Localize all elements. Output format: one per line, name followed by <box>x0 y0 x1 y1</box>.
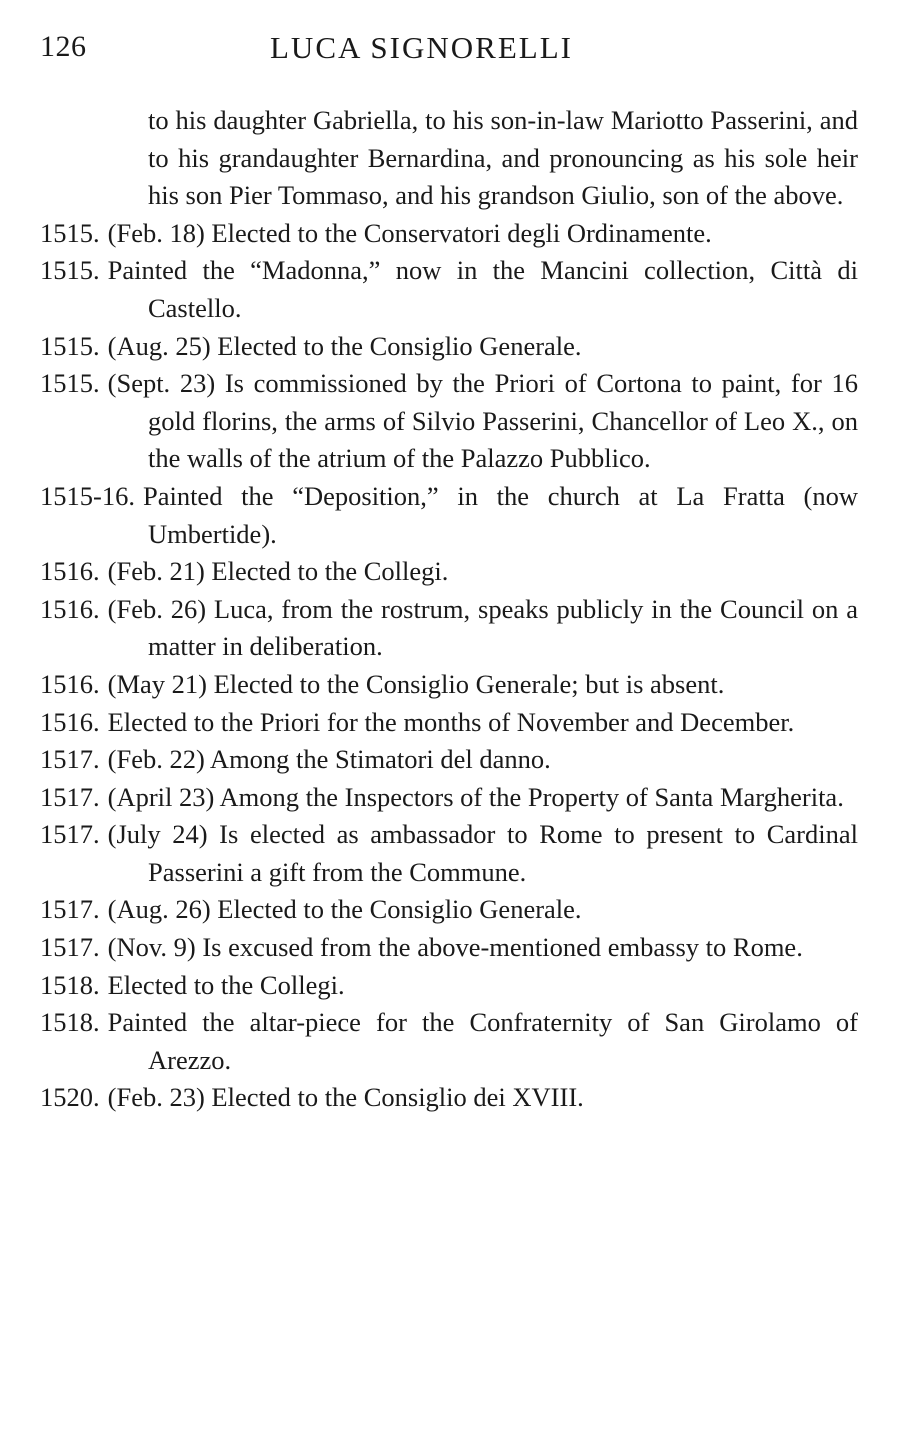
chronology-entry <box>40 666 858 704</box>
entry-text: (Aug. 25) Elected to the Consiglio Generale. <box>107 330 582 361</box>
entry-year: 1518. <box>40 1007 100 1038</box>
page-number: 126 <box>40 30 87 63</box>
entry-text: Painted the altar-piece for the Confraternity of San Girolamo of Arezzo. <box>107 1007 858 1075</box>
entry-year: 1520. <box>40 1082 100 1113</box>
entry-text: (Feb. 18) Elected to the Conservatori degli Ordinamente. <box>107 217 712 248</box>
chronology-entry <box>40 1079 858 1117</box>
running-head <box>40 30 860 74</box>
chronology-entry <box>40 478 858 553</box>
entry-text: Elected to the Priori for the months of November and December. <box>107 706 795 737</box>
entry-year: 1515. <box>40 330 100 361</box>
entry-text: (Feb. 26) Luca, from the rostrum, speaks publicly in the Council on a matter in deliberation. <box>107 593 858 662</box>
entry-text: (April 23) Among the Inspectors of the Property of Santa Margherita. <box>107 781 844 812</box>
chronology-entry <box>40 1004 858 1079</box>
entry-text: Painted the “Deposition,” in the church at La Fratta (now Umbertide). <box>142 480 858 549</box>
entry-year: 1517. <box>40 781 100 812</box>
chronology-entry <box>40 891 858 929</box>
chronology-entry <box>40 704 858 742</box>
entry-year: 1517. <box>40 744 100 775</box>
running-title: LUCA SIGNORELLI <box>270 30 573 65</box>
chronology-entry <box>40 215 858 253</box>
entry-text: (Feb. 23) Elected to the Consiglio dei XVIII. <box>107 1082 584 1113</box>
entry-year: 1516. <box>40 593 100 624</box>
chronology-entry <box>40 365 858 478</box>
chronology-entry <box>40 591 858 666</box>
chronology-text <box>40 102 858 1117</box>
entry-year: 1517. <box>40 819 100 850</box>
entry-year: 1518. <box>40 969 100 1000</box>
entry-year: 1515-16. <box>40 480 135 511</box>
chronology-entry <box>40 779 858 817</box>
continuation-paragraph: to his daughter Gabriella, to his son-in-law Mariotto Passerini, and to his grandaughter Bernardina, and pronouncing as his sole heir his son Pier Tommaso, and his grandson Giulio, son of the above. <box>148 105 858 211</box>
entry-year: 1517. <box>40 894 100 925</box>
entry-year: 1516. <box>40 556 100 587</box>
entry-text: Elected to the Collegi. <box>107 969 345 1000</box>
entry-year: 1516. <box>40 668 100 699</box>
entry-text: (Sept. 23) Is commissioned by the Priori of Cortona to paint, for 16 gold florins, the arms of Silvio Passerini, Chancellor of Leo X., on the walls of the atrium of the Palazzo Pubblico. <box>107 368 858 474</box>
entry-text: (Feb. 22) Among the Stimatori del danno. <box>107 744 551 775</box>
chronology-entry <box>40 929 858 967</box>
entry-text: (Feb. 21) Elected to the Collegi. <box>107 556 449 587</box>
entry-text: (Nov. 9) Is excused from the above-mentioned embassy to Rome. <box>107 932 803 963</box>
entry-text: (May 21) Elected to the Consiglio Generale; but is absent. <box>107 668 725 699</box>
entry-year: 1515. <box>40 368 100 399</box>
entry-year: 1515. <box>40 217 100 248</box>
entry-year: 1517. <box>40 932 100 963</box>
entry-text: (Aug. 26) Elected to the Consiglio Generale. <box>107 894 582 925</box>
entry-year: 1516. <box>40 706 100 737</box>
chronology-entry <box>40 967 858 1005</box>
entry-text: Painted the “Madonna,” now in the Mancini collection, Città di Castello. <box>107 255 858 323</box>
entry-year: 1515. <box>40 255 100 286</box>
chronology-entry <box>40 741 858 779</box>
chronology-entry <box>40 816 858 891</box>
entry-text: (July 24) Is elected as ambassador to Rome to present to Cardinal Passerini a gift from the Commune. <box>107 819 858 887</box>
chronology-entry <box>40 252 858 327</box>
chronology-entry <box>40 328 858 366</box>
chronology-entry <box>40 553 858 591</box>
